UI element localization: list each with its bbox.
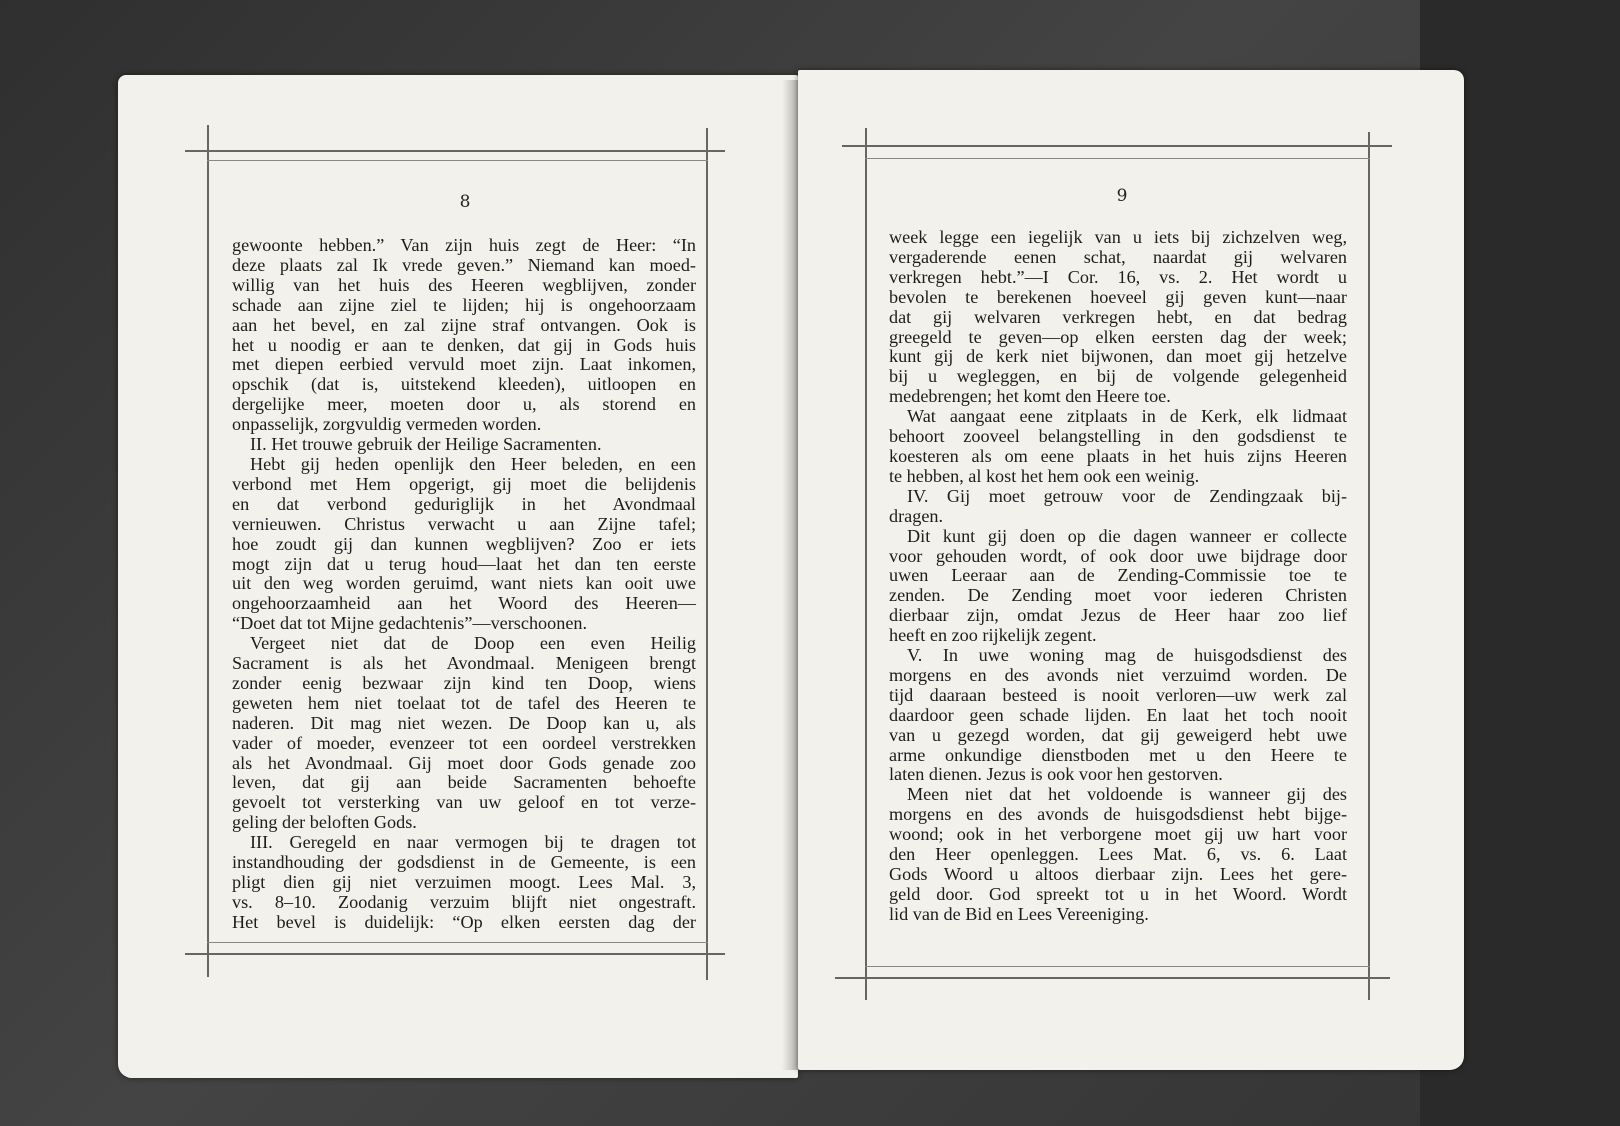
text-line: hoe zoudt gij dan kunnen wegblijven? Zoo er iets xyxy=(232,533,696,554)
text-line: gevoelt tot versterking van uw geloof en tot verze- xyxy=(232,792,696,813)
text-line: tijd daaraan besteed is nooit verloren—uw werk zal xyxy=(889,684,1347,705)
text-line: Gods Woord u altoos dierbaar zijn. Lees het gere- xyxy=(889,864,1347,884)
text-line: zenden. De Zending moet voor iederen Christen xyxy=(889,585,1347,606)
text-line: aan het bevel, en zal zijne straf ontvangen. Ook is xyxy=(232,314,696,335)
text-line: dat gij welvaren verkregen hebt, en dat bedrag xyxy=(889,306,1347,327)
text-line: ongehoorzaamheid aan het Woord des Heeren— xyxy=(232,593,696,614)
text-line: Hebt gij heden openlijk den Heer beleden, en een xyxy=(250,453,696,474)
text-line: vs. 8–10. Zoodanig verzuim blijft niet ongestraft. xyxy=(232,891,696,912)
left-frame-inner-bottom xyxy=(207,942,708,943)
right-frame-bottom-rule xyxy=(835,977,1390,979)
text-line: naderen. Dit mag niet wezen. De Doop kan u, als xyxy=(232,712,696,733)
text-line: vernieuwen. Christus verwacht u aan Zijne tafel; xyxy=(232,513,696,534)
text-line: daardoor geen schade lijden. En laat het toch nooit xyxy=(889,704,1347,725)
text-line: koesteren als om eene plaats in het huis zijns Heeren xyxy=(889,445,1347,466)
text-line: geld door. God spreekt tot u in het Woord. Wordt xyxy=(889,883,1347,904)
text-line: willig van het huis des Heeren wegblijven, zonder xyxy=(232,274,696,295)
left-frame-inner-top xyxy=(207,160,708,161)
text-line: gewoonte hebben.” Van zijn huis zegt de Heer: “In xyxy=(232,235,696,255)
text-line: vader of moeder, evenzeer tot een oordeel verstrekken xyxy=(232,732,696,753)
text-line: leven, dat gij aan beide Sacramenten behoefte xyxy=(232,772,696,793)
left-frame-left-rule xyxy=(207,125,209,977)
text-line: dierbaar zijn, omdat Jezus de Heer haar zoo lief xyxy=(889,605,1347,626)
text-line: Meen niet dat het voldoende is wanneer gij des xyxy=(907,784,1347,805)
text-line: greegeld te geven—op elken eersten dag der week; xyxy=(889,326,1347,347)
text-line: “Doet dat tot Mijne gedachtenis”—verschoonen. xyxy=(232,613,588,634)
text-line: geling der beloften Gods. xyxy=(232,812,417,833)
left-page-number: 8 xyxy=(459,192,471,212)
text-line: mogt zijn dat u terug houd—laat het dan ten eerste xyxy=(232,553,696,574)
right-frame-top-rule xyxy=(842,145,1392,147)
left-frame-top-rule xyxy=(185,150,725,152)
text-line: van u gezegd worden, dat gij geweigerd hebt uwe xyxy=(889,724,1347,745)
text-line: laten dienen. Jezus is ook voor hen gestorven. xyxy=(889,764,1223,785)
text-line: Sacrament is als het Avondmaal. Menigeen brengt xyxy=(232,653,696,674)
text-line: week legge een iegelijk van u iets bij zichzelven weg, xyxy=(889,227,1347,247)
text-line: Vergeet niet dat de Doop een even Heilig xyxy=(250,633,696,654)
text-line: morgens en des avonds niet verzuimd worden. De xyxy=(889,664,1347,685)
text-line: den Heer openleggen. Lees Mat. 6, vs. 6. Laat xyxy=(889,844,1347,865)
text-line: te hebben, al kost het hem ook een weinig. xyxy=(889,465,1200,486)
text-line: Het bevel is duidelijk: “Op elken eersten dag der xyxy=(232,911,696,932)
text-line: pligt dien gij niet verzuimen moogt. Lees Mal. 3, xyxy=(232,872,696,892)
text-line: dergelijke meer, moeten door u, als storend en xyxy=(232,394,696,415)
text-line: bevolen te berekenen hoeveel gij geven kunt—naar xyxy=(889,286,1347,307)
text-line: kunt gij de kerk niet bijwonen, dan moet gij hetzelve xyxy=(889,346,1347,367)
left-frame-right-rule xyxy=(706,128,708,980)
text-line: onpasselijk, zorgvuldig vermeden worden. xyxy=(232,414,542,435)
text-line: III. Geregeld en naar vermogen bij te dragen tot xyxy=(250,832,696,853)
right-page-number: 9 xyxy=(1116,186,1128,206)
right-frame-inner-top xyxy=(865,158,1370,159)
text-line: als het Avondmaal. Gij moet door Gods genade zoo xyxy=(232,752,696,773)
text-line: en dat verbond geduriglijk in het Avondmaal xyxy=(232,493,696,514)
text-line: voor gehouden wordt, of ook door uwe bijdrage door xyxy=(889,545,1347,566)
text-line: verkregen hebt.”—I Cor. 16, vs. 2. Het wordt u xyxy=(889,266,1347,287)
text-line: uwen Leeraar aan de Zending-Commissie toe te xyxy=(889,565,1347,586)
text-line: instandhouding der godsdienst in de Gemeente, is een xyxy=(232,852,696,873)
text-line: behoort zooveel belangstelling in den godsdienst te xyxy=(889,426,1347,447)
text-line: heeft en zoo rijkelijk zegent. xyxy=(889,625,1097,646)
text-line: zonder eenig bezwaar zijn kind ten Doop, wiens xyxy=(232,672,696,693)
text-line: woond; ook in het verborgene moet gij uw hart voor xyxy=(889,824,1347,845)
text-line: Dit kunt gij doen op die dagen wanneer er collecte xyxy=(907,525,1347,546)
text-line: lid van de Bid en Lees Vereeniging. xyxy=(889,903,1149,924)
text-line: schade aan zijne ziel te lijden; hij is ongehoorzaam xyxy=(232,294,696,315)
text-line: II. Het trouwe gebruik der Heilige Sacramenten. xyxy=(250,434,602,455)
right-frame-left-rule xyxy=(865,128,867,1000)
text-line: vergaderende eenen schat, naardat gij welvaren xyxy=(889,246,1347,267)
text-line: opschik (dat is, uitstekend kleeden), uitloopen en xyxy=(232,374,696,395)
text-line: medebrengen; het komt den Heere toe. xyxy=(889,386,1171,407)
text-line: met diepen eerbied vervuld moet zijn. Laat inkomen, xyxy=(232,354,696,375)
text-line: Wat aangaat eene zitplaats in de Kerk, elk lidmaat xyxy=(907,406,1347,427)
text-line: het u noodig er aan te denken, dat gij in Gods huis xyxy=(232,334,696,355)
text-line: verbond met Hem opgerigt, gij moet die belijdenis xyxy=(232,473,696,494)
text-line: bij u wegleggen, en bij de volgende gelegenheid xyxy=(889,366,1347,387)
text-line: geweten hem niet toelaat tot de tafel des Heeren te xyxy=(232,692,696,713)
left-frame-bottom-rule xyxy=(185,953,725,955)
text-line: dragen. xyxy=(889,505,944,526)
right-frame-inner-bottom xyxy=(865,966,1370,967)
text-line: arme onkundige dienstboden met u den Heere te xyxy=(889,744,1347,765)
text-line: uit den weg worden geruimd, want niets kan ooit uwe xyxy=(232,573,696,594)
text-line: morgens en des avonds de huisgodsdienst hebt bijge- xyxy=(889,804,1347,825)
text-line: deze plaats zal Ik vrede geven.” Niemand kan moed- xyxy=(232,254,696,275)
text-line: V. In uwe woning mag de huisgodsdienst des xyxy=(907,645,1347,666)
right-frame-right-rule xyxy=(1368,132,1370,1000)
text-line: IV. Gij moet getrouw voor de Zendingzaak bij- xyxy=(907,485,1347,506)
left-page-text xyxy=(232,236,696,933)
right-page-text xyxy=(889,228,1347,925)
